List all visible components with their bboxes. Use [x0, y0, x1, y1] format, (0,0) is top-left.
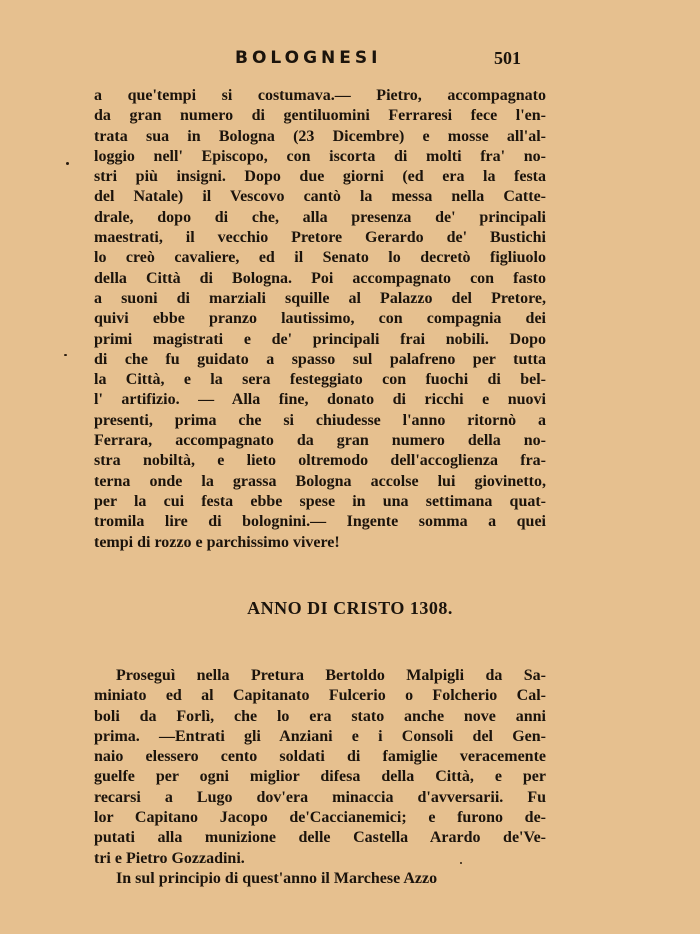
text-line: boli da Forlì, che lo era stato anche nove anni — [94, 707, 546, 725]
text-line: tri e Pietro Gozzadini. — [94, 849, 245, 867]
text-line: maestrati, il vecchio Pretore Gerardo de' Bustichi — [94, 229, 546, 247]
text-line: In sul principio di quest'anno il Marchese Azzo — [116, 869, 438, 887]
paper-speck — [66, 162, 69, 165]
text-line: a suoni di marziali squille al Palazzo del Pretore, — [94, 289, 546, 307]
text-line: primi magistrati e de' principali frai nobili. Dopo — [94, 330, 546, 348]
text-line: terna onde la grassa Bologna accolse lui giovinetto, — [94, 472, 546, 490]
text-line: loggio nell' Episcopo, con iscorta di molti fra' no- — [94, 147, 546, 165]
paragraph-2 — [94, 666, 546, 889]
paper-speck — [460, 862, 462, 864]
section-heading: ANNO DI CRISTO 1308. — [247, 598, 453, 618]
text-line: presenti, prima che si chiudesse l'anno ritornò a — [94, 411, 546, 429]
text-line: lor Capitano Jacopo de'Caccianemici; e furono de- — [94, 809, 546, 827]
running-head — [0, 48, 700, 72]
text-line: naio elessero cento soldati di famiglie veracemente — [94, 748, 546, 766]
text-line: da gran numero di gentiluomini Ferraresi fece l'en- — [94, 107, 546, 125]
text-line: prima. —Entrati gli Anziani e i Consoli del Gen- — [94, 727, 546, 745]
text-line: la Città, e la sera festeggiato con fuochi di bel- — [94, 371, 546, 389]
text-line: drale, dopo di che, alla presenza de' principali — [94, 208, 546, 226]
text-line: guelfe per ogni miglior difesa della Città, e per — [94, 768, 546, 786]
page-number: 501 — [494, 48, 521, 68]
text-line: di che fu guidato a spasso sul palafreno per tutta — [94, 350, 546, 368]
running-title: BOLOGNESI — [235, 48, 382, 68]
text-line: stra nobiltà, e lieto oltremodo dell'accoglienza fra- — [94, 452, 546, 470]
text-line: miniato ed al Capitanato Fulcerio o Folcherio Cal- — [94, 687, 546, 705]
text-line: del Natale) il Vescovo cantò la messa nella Catte- — [94, 188, 546, 206]
text-line: lo creò cavaliere, ed il Senato lo decretò figliuolo — [94, 249, 546, 267]
text-line: a que'tempi si costumava.— Pietro, accompagnato — [94, 87, 546, 104]
text-line: Ferrara, accompagnato da gran numero della no- — [94, 432, 546, 450]
text-line: putati alla munizione delle Castella Arardo de'Ve- — [94, 829, 546, 847]
text-line: tromila lire di bolognini.— Ingente somma a quei — [94, 513, 546, 531]
text-line: stri più insigni. Dopo due giorni (ed era la festa — [94, 168, 546, 186]
text-line: l' artifizio. — Alla fine, donato di ricchi e nuovi — [94, 391, 546, 409]
paragraph-1 — [94, 86, 546, 553]
text-line: per la cui festa ebbe spese in una settimana quat- — [94, 492, 546, 510]
text-line: quivi ebbe pranzo lautissimo, con compagnia dei — [94, 310, 546, 328]
text-line: recarsi a Lugo dov'era minaccia d'avversarii. Fu — [94, 788, 546, 806]
text-line: della Città di Bologna. Poi accompagnato con fasto — [94, 269, 546, 287]
text-line: tempi di rozzo e parchissimo vivere! — [94, 533, 340, 551]
text-line: trata sua in Bologna (23 Dicembre) e mosse all'al- — [94, 127, 546, 145]
text-line: Proseguì nella Pretura Bertoldo Malpigli da Sa- — [116, 667, 546, 684]
paper-speck — [64, 354, 67, 356]
